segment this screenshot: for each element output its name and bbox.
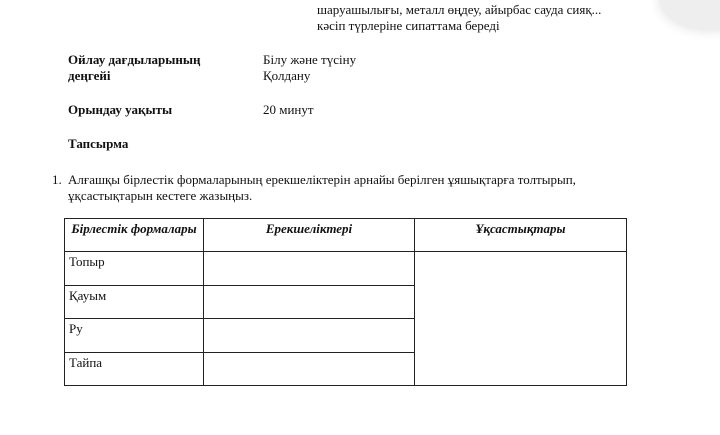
features-cell[interactable] [204, 319, 415, 352]
thinking-value [263, 52, 356, 84]
thinking-value-line-1: Білу және түсіну [263, 52, 357, 67]
thinking-label-line-2: деңгейі [68, 68, 111, 83]
row-label: Тайпа [65, 352, 204, 385]
table-header-row [65, 219, 627, 252]
row-label: Қауым [65, 285, 204, 318]
intro-line-1: шаруашылығы, металл өңдеу, айырбас сауда сияқ... [317, 2, 602, 17]
features-cell[interactable] [204, 285, 415, 318]
page-corner-shadow [660, 0, 720, 30]
similarities-cell[interactable] [415, 252, 627, 386]
header-similarities: Ұқсастықтары [415, 219, 627, 252]
task-number: 1. [52, 172, 62, 187]
features-cell[interactable] [204, 252, 415, 285]
time-label: Орындау уақыты [68, 102, 173, 117]
intro-text [317, 2, 601, 34]
task-heading: Тапсырма [68, 136, 129, 151]
task-text-line-2: ұқсастықтарын кестеге жазыңыз. [68, 188, 253, 203]
row-label: Ру [65, 319, 204, 352]
header-forms: Бірлестік формалары [65, 219, 204, 252]
row-label: Топыр [65, 252, 204, 285]
features-cell[interactable] [204, 352, 415, 385]
thinking-label-line-1: Ойлау дағдыларының [68, 52, 201, 67]
thinking-label [68, 52, 201, 84]
answer-table [64, 218, 627, 386]
intro-line-2: кәсіп түрлеріне сипаттама береді [317, 18, 500, 33]
header-features: Ерекшеліктері [204, 219, 415, 252]
time-value: 20 минут [263, 102, 314, 117]
thinking-value-line-2: Қолдану [263, 68, 311, 83]
table-row [65, 252, 627, 285]
task-text-line-1: Алғашқы бірлестік формаларының ерекшеліктерін арнайы берілген ұяшықтарға толтырып, [68, 172, 576, 187]
